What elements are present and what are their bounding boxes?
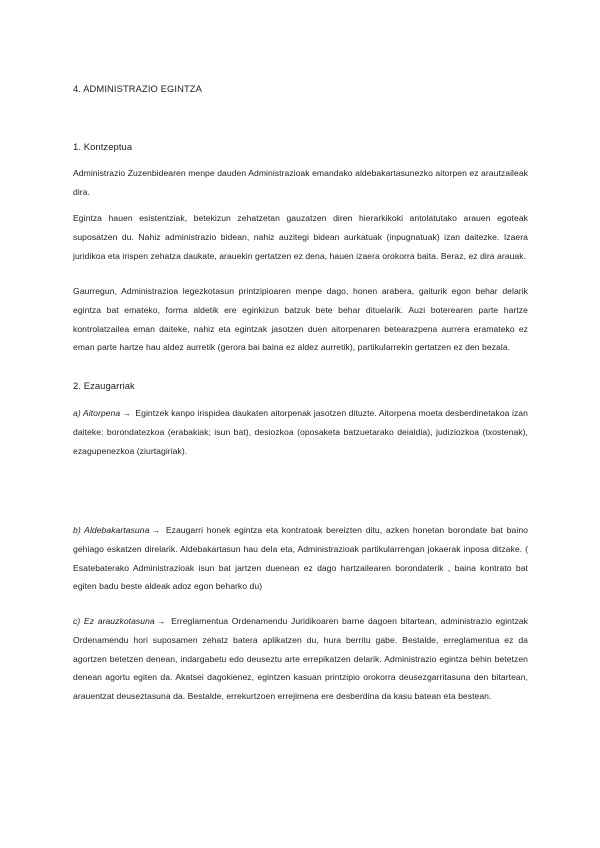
paragraph: Egintza hauen esistentziak, betekizun zehatzetan gauzatzen diren hierarkikoki antolatutako arauen egoteak suposatzen du. Nahiz administrazio bidean, nahiz auzitegi bidean aurkatuak (inpugnatuak) izan daitezke. Izaera juridikoa eta irispen zehatza daukate, arauekin gertatzen ez dena, hauen izaera orokorra baita. Beraz, ez dira arauak.	[73, 213, 528, 261]
section-heading-kontzeptua: 1. Kontzeptua	[73, 141, 133, 152]
item-text: Erreglamentua Ordenamendu Juridikoaren barne dagoen bitartean, administrazio egintzak Ordenamendu hori suposamen zehatz batera aplikatzen du, hura berritu gabe. Bestalde, erreglamentua ez da agortzen betetzen denean, indargabetu edo deuseztu arte errepikatzen delarik. Administrazio egintza behin betetzen denean agortu egiten da. Akatsei dagokienez, egintzen kasuan printzipio orokorra deusezgarritasuna den bitartean, arauentzat deuseztasuna da. Bestalde, errekurtzoen errejimena ere desberdina da kasu batean eta bestean.	[73, 616, 528, 702]
paragraph: Administrazio Zuzenbidearen menpe dauden Administrazioak emandako aldebakartasunezko aitorpen ez arautzaileak dira.	[73, 168, 528, 197]
item-text: Egintzek kanpo irispidea daukaten aitorpenak jasotzen dituzte. Aitorpena moeta desberdinetakoa izan daiteke: borondatezkoa (erabakiak; isun bat), desiozkoa (oposaketa batzuetarako deialdia), judiziozkoa (txostenak), ezagupenezkoa (ziurtagiriak).	[73, 408, 528, 456]
arrow-icon: →	[122, 408, 131, 418]
list-item	[73, 612, 528, 706]
paragraph: Gaurregun, Administrazioa legezkotasun printzipioaren menpe dago, honen arabera, gaiturik egon behar delarik egintza bat emateko, forma aldetik ere eginkizun batzuk bete behar dituelarik. Auzi boterearen parte hartze kontrolatzailea eman daiteke, nahiz eta egintzak jasotzen duen aitorpenaren betearazpena aurrera eramateko ez eman parte hartze hau aldez aurretik (gerora bai baina ez aldez aurretik), partikularrekin gertatzen ez den bezala.	[73, 286, 528, 353]
section-heading-ezaugarriak: 2. Ezaugarriak	[73, 380, 135, 391]
item-text: Ezaugarri honek egintza eta kontratoak bereizten ditu, azken honetan borondate bat baino gehiago eskatzen direlarik. Aldebakartasun hau dela eta, Administrazioak partikularrengan jokaerak inposa ditzake. ( Esatebaterako Administrazioak isun bat jartzen duenean ez dago hartzailearen borondaterik , baina kontrato bat egiten badu beste aldeak adoz egon beharko du)	[73, 525, 528, 592]
item-term: c) Ez arauzkotasuna	[73, 616, 155, 626]
list-item	[73, 521, 528, 596]
item-term: a) Aitorpena	[73, 408, 121, 418]
arrow-icon: →	[156, 616, 166, 626]
item-term: b) Aldebakartasuna	[73, 525, 150, 535]
list-item	[73, 404, 528, 460]
arrow-icon: →	[151, 525, 161, 535]
document-title: 4. ADMINISTRAZIO EGINTZA	[73, 83, 202, 94]
